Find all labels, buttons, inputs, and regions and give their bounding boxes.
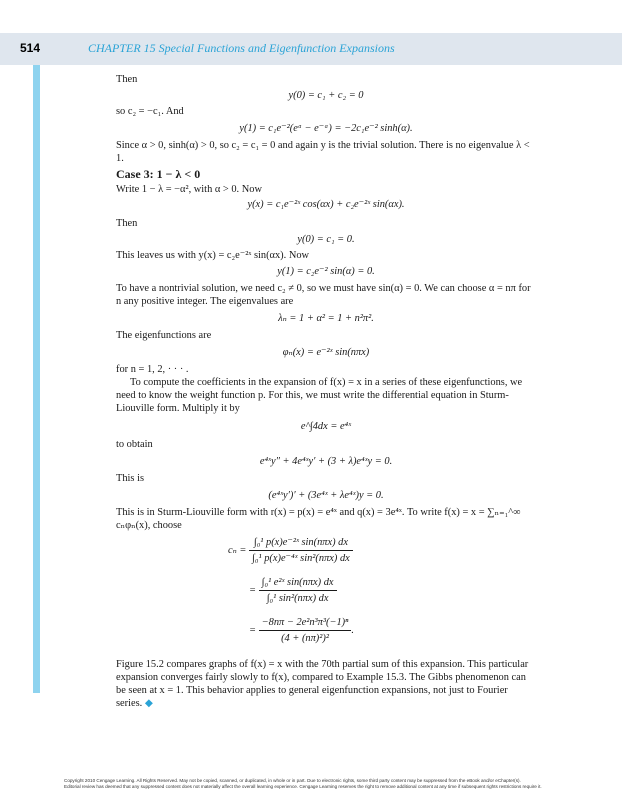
equation-general-solution: y(x) = c₁e⁻²ˣ cos(αx) + c₂e⁻²ˣ sin(αx). xyxy=(247,199,405,210)
coefficient-step-2 xyxy=(249,576,337,605)
text-eigenfunctions-are: The eigenfunctions are xyxy=(116,330,212,341)
text-nontrivial: To have a nontrivial solution, we need c₂ ≠ 0, so we must have sin(α) = 0. We can choose α = nπ for n any positive integer. The eigenvalues are xyxy=(116,283,531,307)
coefficient-step-3 xyxy=(249,616,354,645)
equation-y1-case3: y(1) = c₂e⁻² sin(α) = 0. xyxy=(277,266,375,277)
text-leaves: This leaves us with y(x) = c₂e⁻²ˣ sin(αx). Now xyxy=(116,250,310,261)
equals-sign-3: = xyxy=(249,624,257,636)
equation-eigenvalues: λₙ = 1 + α² = 1 + n²π². xyxy=(278,313,374,324)
end-of-example-icon: ◆ xyxy=(144,698,153,709)
fraction-2-numerator: ∫₀¹ e²ˣ sin(nπx) dx xyxy=(259,576,337,591)
text-sturm-liouville-form: This is in Sturm-Liouville form with r(x) = p(x) = e⁴ˣ and q(x) = 3e⁴ˣ. To write f(x) = x = ∑ₙ₌₁^∞ cₙφₙ(x), choose xyxy=(116,507,521,531)
fraction-3-denominator: (4 + (nπ)²)² xyxy=(281,633,329,644)
text-then-2: Then xyxy=(116,218,138,229)
fraction-1-numerator: ∫₀¹ p(x)e⁻²ˣ sin(nπx) dx xyxy=(249,536,353,551)
final-paragraph-text: Figure 15.2 compares graphs of f(x) = x with the 70th partial sum of this expansion. This particular expansion converges fairly slowly to f(x), compared to Example 15.3. The Gibbs phenomenon can be seen at x = 1. This behavior applies to general eigenfunction expansions, not just to Fourier series. xyxy=(116,659,529,709)
fraction-3-numerator: −8nπ − 2e²n³π³(−1)ⁿ xyxy=(259,616,352,631)
fraction-1 xyxy=(249,536,353,565)
footer-line-1: Copyright 2010 Cengage Learning. All Rights Reserved. May not be copied, scanned, or duplicated, in whole or in part. Due to electronic rights, some third party content may be suppressed from the eBook and/or eChapter(s). xyxy=(64,778,521,783)
text-then: Then xyxy=(116,74,138,85)
footer-line-2: Editorial review has deemed that any suppressed content does not materially affect the overall learning experience. Cengage Learning reserves the right to remove additional content at any time if subsequent rights restrictions require it. xyxy=(64,784,542,789)
equation-y0-case3: y(0) = c₁ = 0. xyxy=(297,234,355,245)
period-mark: . xyxy=(351,624,355,636)
equation-multiplier: e^∫4dx = e⁴ˣ xyxy=(300,421,352,432)
page-number: 514 xyxy=(20,41,41,55)
text-so-c2: so c₂ = −c₁. And xyxy=(116,106,184,117)
coefficient-step-1 xyxy=(228,536,353,565)
equation-y1: y(1) = c₁e⁻²(eᵅ − e⁻ᵅ) = −2c₁e⁻² sinh(α). xyxy=(239,123,413,134)
section-heading-case3: Case 3: 1 − λ < 0 xyxy=(116,167,201,181)
equals-sign-2: = xyxy=(249,584,257,596)
page-body xyxy=(116,73,536,710)
equation-eigenfunctions: φₙ(x) = e⁻²ˣ sin(nπx) xyxy=(282,347,370,358)
fraction-2-denominator: ∫₀¹ sin²(nπx) dx xyxy=(266,593,329,604)
fraction-3 xyxy=(259,616,355,645)
text-this-is: This is xyxy=(116,473,145,484)
equation-y0: y(0) = c₁ + c₂ = 0 xyxy=(288,90,364,101)
equation-sturm-liouville: (e⁴ˣy′)′ + (3e⁴ˣ + λe⁴ˣ)y = 0. xyxy=(268,490,384,501)
coefficient-derivation xyxy=(116,534,536,658)
fraction-1-denominator: ∫₀¹ p(x)e⁻⁴ˣ sin²(nπx) dx xyxy=(252,553,350,564)
margin-accent-bar xyxy=(33,65,40,693)
equation-obtained: e⁴ˣy″ + 4e⁴ˣy′ + (3 + λ)e⁴ˣy = 0. xyxy=(259,456,393,467)
cn-label: cₙ = xyxy=(228,544,247,556)
copyright-footer xyxy=(64,778,584,790)
text-since: Since α > 0, sinh(α) > 0, so c₂ = c₁ = 0 and again y is the trivial solution. There is no eigenvalue λ < 1. xyxy=(116,140,530,164)
paragraph-compute-coefficients: To compute the coefficients in the expansion of f(x) = x in a series of these eigenfunctions, we need to know the weight function p. For this, we must write the differential equation in Sturm-Liouville form. Multiply it by xyxy=(116,377,523,414)
text-write: Write 1 − λ = −α², with α > 0. Now xyxy=(116,184,262,195)
text-for-n: for n = 1, 2, · · · . xyxy=(116,364,189,375)
fraction-2 xyxy=(259,576,337,605)
text-to-obtain: to obtain xyxy=(116,439,153,450)
chapter-title: CHAPTER 15 Special Functions and Eigenfunction Expansions xyxy=(88,41,395,55)
paragraph-figure-comparison xyxy=(116,658,536,710)
